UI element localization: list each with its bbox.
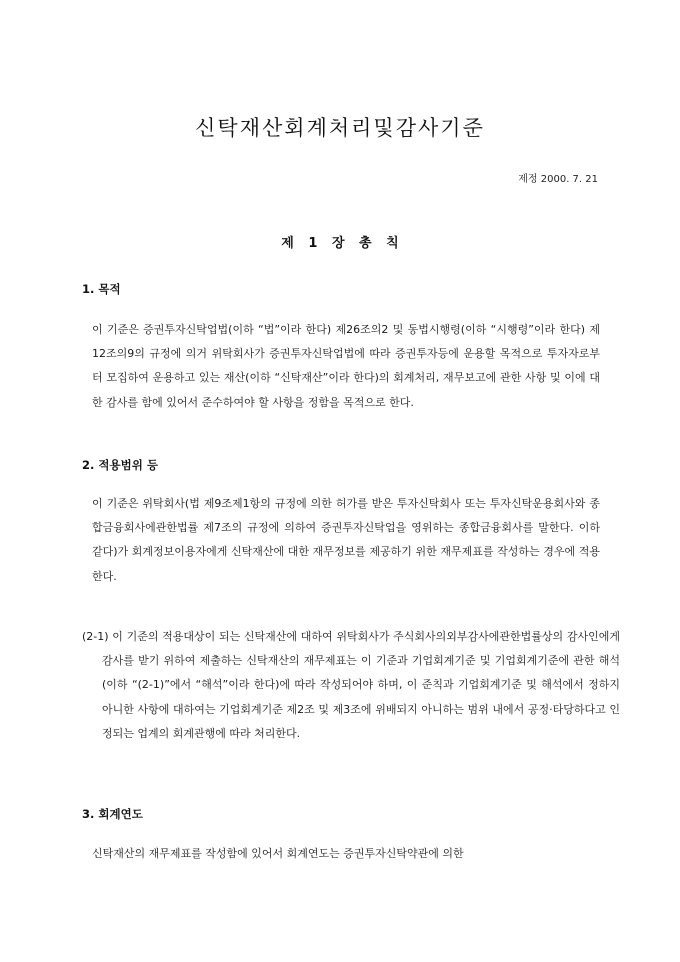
- paragraph-scope-2-1: (2-1) 이 기준의 적용대상이 되는 신탁재산에 대하여 위탁회사가 주식회사의외부감사에관한법률상의 감사인에게 감사를 받기 위하여 제출하는 신탁재산의 재무제표는 이 기준과 기업회계기준 및 기업회계기준에 관한 해석(이하 “(2-1)”에서 “해석”이라 한다)에 따라 작성되어야 하며, 이 준칙과 기업회계기준 및 해석에서 정하지 아니한 사항에 대하여는 기업회계기준 제2조 및 제3조에 위배되지 아니하는 범위 내에서 공정·타당하다고 인정되는 업계의 회계관행에 따라 처리한다.: [82, 630, 620, 740]
- paragraph-scope: 이 기준은 위탁회사(법 제9조제1항의 규정에 의한 허가를 받은 투자신탁회사 또는 투자신탁운용회사와 종합금융회사에관한법률 제7조의 규정에 의하여 증권투자신탁업을 영위하는 종합금융회사를 말한다. 이하 같다)가 회계정보이용자에게 신탁재산에 대한 재무정보를 제공하기 위한 재무제표를 작성하는 경우에 적용한다.: [92, 497, 600, 583]
- document-title: 신탁재산회계처리및감사기준: [195, 116, 485, 140]
- section-heading-scope: 2. 적용범위 등: [82, 458, 158, 472]
- paragraph-fiscal-year: 신탁재산의 재무제표를 작성함에 있어서 회계연도는 증권투자신탁약관에 의한: [92, 847, 464, 860]
- enactment-date: 제정 2000. 7. 21: [518, 174, 598, 185]
- chapter-heading: 제 1 장 총 칙: [281, 236, 399, 251]
- paragraph-purpose: 이 기준은 증권투자신탁업법(이하 “법”이라 한다) 제26조의2 및 동법시행령(이하 “시행령”이라 한다) 제12조의9의 규정에 의거 위탁회사가 증권투자신탁업법에 따라 증권투자등에 운용할 목적으로 투자자로부터 모집하여 운용하고 있는 재산(이하 “신탁재산”이라 한다)의 회계처리, 재무보고에 관한 사항 및 이에 대한 감사를 함에 있어서 준수하여야 할 사항을 정함을 목적으로 한다.: [92, 323, 600, 409]
- section-heading-purpose: 1. 목적: [82, 282, 121, 296]
- section-heading-fiscal-year: 3. 회계연도: [82, 807, 143, 821]
